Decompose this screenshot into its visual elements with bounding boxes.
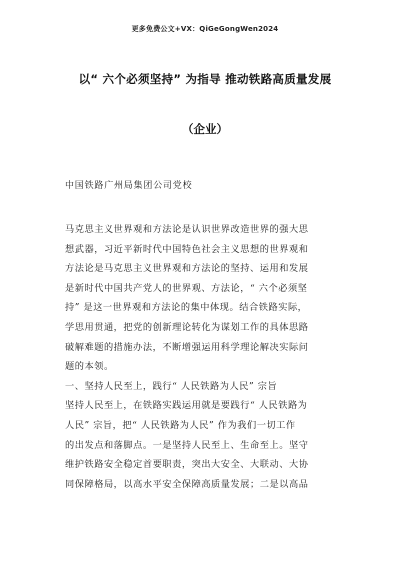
body-line: 学思用贯通，把党的创新理论转化为谋划工作的具体思路 [65, 321, 309, 333]
body-line: 维护铁路安全稳定首要职责，突出大安全、大联动、大协 [65, 459, 309, 471]
author-line: 中国铁路广州局集团公司党校 [65, 181, 193, 191]
body-line: 人民” 宗旨，把“ 人民铁路为人民” 作为我们一切工作 [65, 419, 296, 431]
body-line: 同保障格局，以高水平安全保障高质量发展；二是以高品 [65, 478, 309, 490]
body-line: 坚持人民至上，在铁路实践运用就是要践行“ 人民铁路为 [65, 400, 308, 412]
body-line: 方法论是马克思主义世界观和方法论的坚持、运用和发展 [65, 263, 309, 275]
section-heading: 一、坚持人民至上，践行“ 人民铁路为人民” 宗旨 [65, 380, 278, 392]
body-line: 题的本领。 [65, 361, 114, 373]
header-note: 更多免费公文+VX：QiGeGongWen2024 [131, 25, 279, 33]
body-line: 马克思主义世界观和方法论是认识世界改造世界的强大思 [65, 224, 309, 235]
body-line: 是新时代中国共产党人的世界观、方法论，“ 六个必须坚 [65, 282, 308, 294]
body-line: 的出发点和落脚点。一是坚持人民至上、生命至上。坚守 [65, 439, 309, 451]
body-line: 持” 是这一世界观和方法论的集中体现。结合铁路实际， [65, 302, 308, 314]
body-line: 破解难题的措施办法，不断增强运用科学理论解决实际问 [65, 341, 309, 353]
document-subtitle: （企业） [182, 122, 228, 136]
document-title: 以“ 六个必须坚持” 为指导 推动铁路高质量发展 [78, 72, 332, 86]
body-line: 想武器，习近平新时代中国特色社会主义思想的世界观和 [65, 243, 309, 255]
body-text [65, 220, 355, 494]
